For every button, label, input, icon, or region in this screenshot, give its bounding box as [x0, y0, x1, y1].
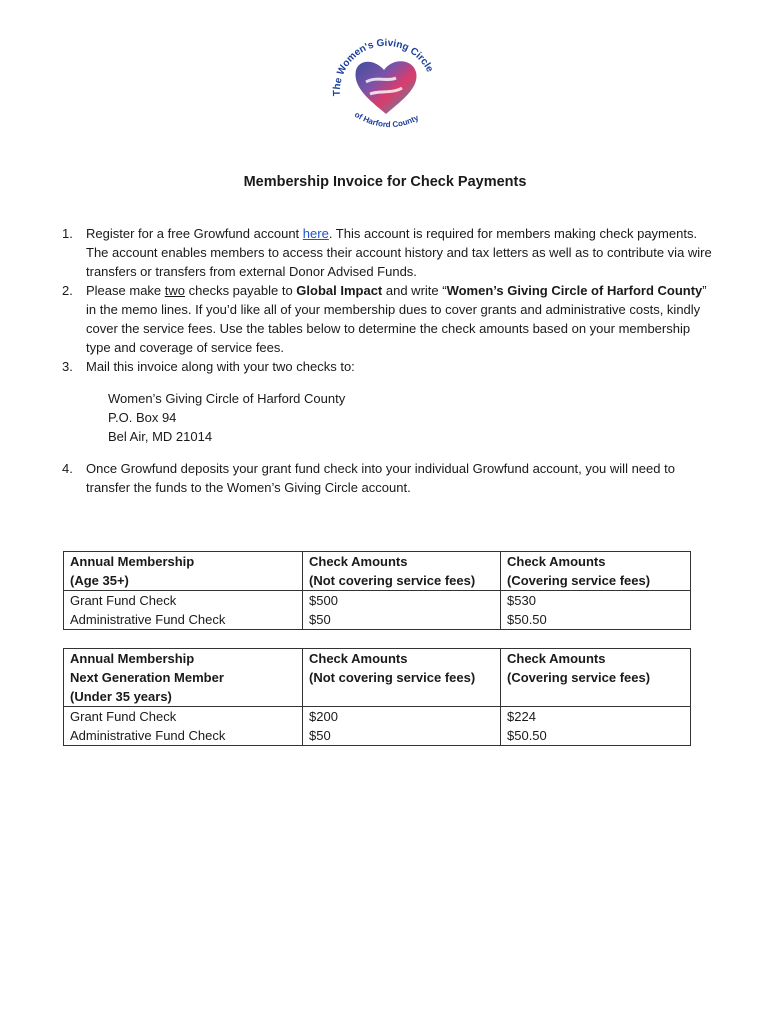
- step-text: Register for a free Growfund account: [86, 226, 303, 241]
- heart-hands-icon: [355, 61, 416, 114]
- step-text: checks payable to: [185, 283, 297, 298]
- payee-name: Global Impact: [296, 283, 383, 298]
- mailing-address: [62, 389, 712, 446]
- logo-top-text: The Women's Giving Circle: [331, 37, 436, 97]
- memo-text: Women’s Giving Circle of Harford County: [446, 283, 703, 298]
- membership-table-next-generation: [63, 648, 691, 746]
- table-header-cell: Check Amounts (Covering service fees): [501, 649, 691, 707]
- address-line: Women’s Giving Circle of Harford County: [108, 391, 346, 406]
- step-number: 1.: [62, 226, 73, 241]
- step-text: ” in the memo lines. If you’d like all of your membership dues to cover grants and administrative costs, kindly cover the service fees. Use the tables below to determine the check amounts based on your membership type and coverage of service fees.: [86, 283, 707, 355]
- page-title: Membership Invoice for Check Payments: [243, 174, 527, 190]
- table-cell: Grant Fund Check Administrative Fund Check: [64, 591, 303, 630]
- step-4: [62, 459, 712, 497]
- table-header-cell: Check Amounts (Not covering service fees): [303, 649, 501, 707]
- step-text-emphasis: two: [164, 283, 185, 298]
- step-1: [62, 224, 712, 281]
- step-number: 4.: [62, 461, 73, 476]
- step-3: [62, 357, 712, 376]
- step-2: [62, 281, 712, 357]
- table-header-row: [64, 649, 691, 707]
- table-header-cell: Annual Membership (Age 35+): [64, 552, 303, 591]
- step-text: Once Growfund deposits your grant fund check into your individual Growfund account, you will need to transfer the funds to the Women’s Giving Circle account.: [86, 461, 675, 495]
- address-line: Bel Air, MD 21014: [108, 429, 213, 444]
- step-text: . This account is required for members making check payments. The account enables members to access their account history and tax letters as well as to contribute via wire transfers or transfers from external Donor Advised Funds.: [86, 226, 712, 279]
- step-number: 3.: [62, 359, 73, 374]
- growfund-register-link[interactable]: here: [302, 226, 329, 241]
- womens-giving-circle-logo: [326, 36, 446, 136]
- table-cell: $530 $50.50: [501, 591, 691, 630]
- table-cell: $200 $50: [303, 707, 501, 746]
- table-header-cell: Annual Membership Next Generation Member (Under 35 years): [64, 649, 303, 707]
- table-header-row: [64, 552, 691, 591]
- address-line: P.O. Box 94: [108, 410, 177, 425]
- table-header-cell: Check Amounts (Not covering service fees): [303, 552, 501, 591]
- membership-table-age-35-plus: [63, 551, 691, 630]
- step-text: and write “: [382, 283, 447, 298]
- step-text: Mail this invoice along with your two checks to:: [86, 359, 355, 374]
- table-body-row: [64, 591, 691, 630]
- table-header-cell: Check Amounts (Covering service fees): [501, 552, 691, 591]
- table-body-row: [64, 707, 691, 746]
- instruction-list: [62, 224, 712, 497]
- logo-bottom-text: of Harford County: [353, 110, 420, 130]
- step-number: 2.: [62, 283, 73, 298]
- table-cell: Grant Fund Check Administrative Fund Check: [64, 707, 303, 746]
- table-cell: $500 $50: [303, 591, 501, 630]
- step-text: Please make: [86, 283, 165, 298]
- table-cell: $224 $50.50: [501, 707, 691, 746]
